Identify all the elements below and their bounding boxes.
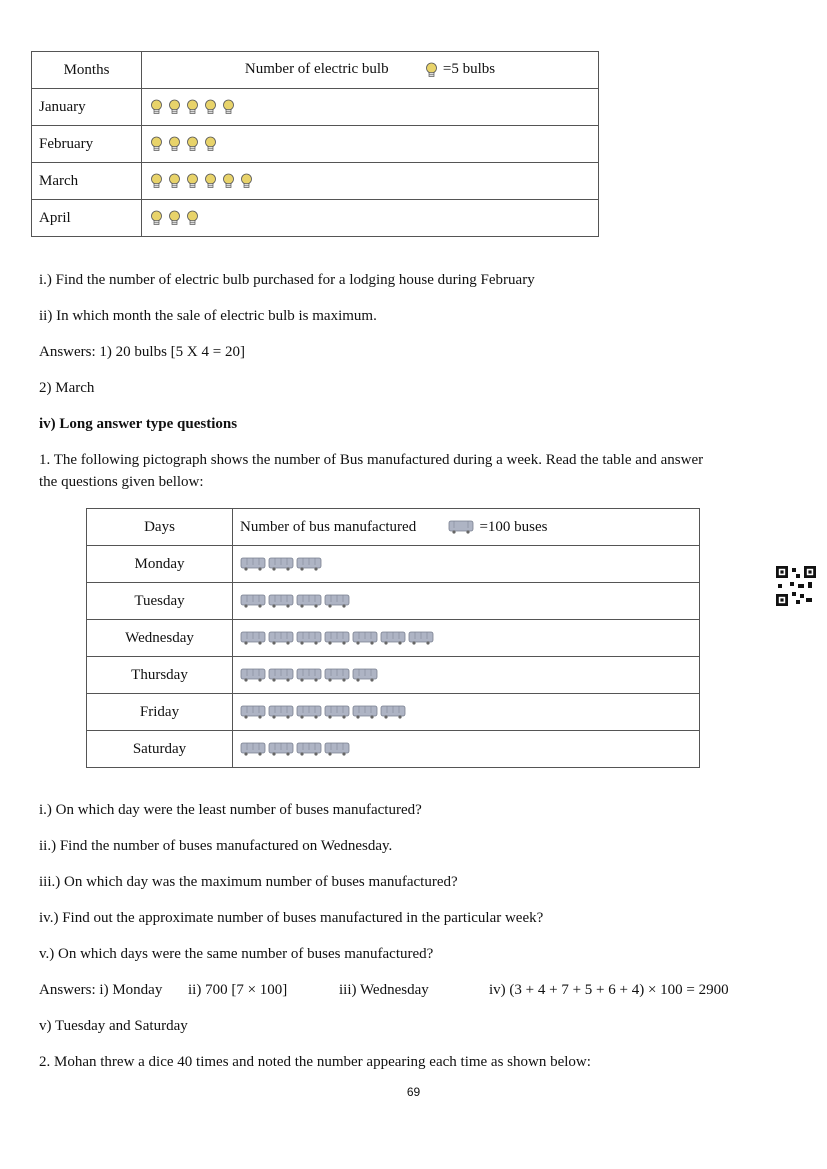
bus-table-row [87,583,700,620]
bus-icon [380,631,406,645]
bus-table-row [87,694,700,731]
bus-table-row [87,620,700,657]
bus-icon [408,631,434,645]
bus-icon [240,557,266,571]
bus-answer-2: ii) 700 [7 × 100] [188,982,288,998]
bus-icons-cell [233,694,700,731]
light-bulb-icon [185,136,200,153]
bus-icon [352,631,378,645]
bulb-question-2: ii) In which month the sale of electric bulb is maximum. [39,308,377,324]
light-bulb-icon [239,173,254,190]
day-cell: Friday [87,694,233,731]
light-bulb-icon [185,99,200,116]
bus-icon [296,705,322,719]
bus-icon [268,742,294,756]
day-cell: Wednesday [87,620,233,657]
bus-icon [296,668,322,682]
bus-key-icon [446,520,476,534]
bus-answer-4: iv) (3 + 4 + 7 + 5 + 6 + 4) × 100 = 2900 [489,982,729,998]
bus-question-2: ii.) Find the number of buses manufactured on Wednesday. [39,838,393,854]
light-bulb-icon [167,136,182,153]
bulb-header-label: Number of electric bulb [244,61,389,78]
bus-table-header-row [87,509,700,546]
bus-key-text: =100 buses [479,518,548,535]
light-bulb-icon [221,173,236,190]
light-bulb-icon [167,210,182,227]
bus-answer-5: v) Tuesday and Saturday [39,1018,188,1034]
bus-icon [296,631,322,645]
bulb-icons-cell [142,200,599,237]
bus-icon [296,742,322,756]
bus-count-header [233,509,700,546]
qr-code-icon [776,566,816,606]
months-header: Months [32,52,142,89]
light-bulb-icon [149,99,164,116]
dice-question-intro: 2. Mohan threw a dice 40 times and noted the number appearing each time as shown below: [39,1054,591,1070]
bulb-key-text: =5 bulbs [442,61,496,78]
bulb-table-row [32,126,599,163]
bulb-table-row [32,200,599,237]
bus-icon [240,668,266,682]
bus-question-5: v.) On which days were the same number of buses manufactured? [39,946,434,962]
bus-header-label: Number of bus manufactured [240,518,417,535]
days-header: Days [87,509,233,546]
bulb-answer-2: 2) March [39,380,95,396]
bus-question-1: i.) On which day were the least number of buses manufactured? [39,802,422,818]
bus-icon [240,631,266,645]
bus-icon [352,705,378,719]
bus-icon [352,668,378,682]
bus-answer-1: Answers: i) Monday [39,982,163,998]
bulb-icons-cell [142,89,599,126]
page-number: 69 [406,1085,421,1099]
bus-table-row [87,731,700,768]
month-cell: April [32,200,142,237]
bus-icons-cell [233,731,700,768]
light-bulb-icon [167,99,182,116]
day-cell: Thursday [87,657,233,694]
bulb-icons-cell [142,126,599,163]
bus-question-3: iii.) On which day was the maximum number of buses manufactured? [39,874,458,890]
light-bulb-icon [185,173,200,190]
month-cell: February [32,126,142,163]
month-cell: January [32,89,142,126]
bus-icon [324,594,350,608]
bus-icon [380,705,406,719]
bulb-table-row [32,89,599,126]
light-bulb-icon [203,99,218,116]
bulb-count-header [142,52,599,89]
light-bulb-icon [149,136,164,153]
bus-icon [324,668,350,682]
light-bulb-icon [149,210,164,227]
light-bulb-icon [221,99,236,116]
light-bulb-key-icon [424,62,439,79]
bus-intro-line-1: 1. The following pictograph shows the number of Bus manufactured during a week. Read the table and answer [39,452,704,468]
day-cell: Tuesday [87,583,233,620]
bulb-table-header-row [32,52,599,89]
bus-question-4: iv.) Find out the approximate number of buses manufactured in the particular week? [39,910,544,926]
day-cell: Monday [87,546,233,583]
bus-icon [268,594,294,608]
bus-icons-cell [233,620,700,657]
bulb-question-1: i.) Find the number of electric bulb purchased for a lodging house during February [39,272,535,288]
bus-icon [324,705,350,719]
bus-icon [324,742,350,756]
bus-icon [240,594,266,608]
light-bulb-icon [185,210,200,227]
bus-icon [268,668,294,682]
bus-icons-cell [233,583,700,620]
bus-icons-cell [233,546,700,583]
bulb-pictograph-table [31,51,599,237]
bulb-answer-1: Answers: 1) 20 bulbs [5 X 4 = 20] [39,344,245,360]
bus-table-row [87,657,700,694]
light-bulb-icon [203,136,218,153]
bus-icon [296,557,322,571]
bus-icon [296,594,322,608]
bus-icon [268,631,294,645]
light-bulb-icon [167,173,182,190]
bus-icon [268,705,294,719]
month-cell: March [32,163,142,200]
day-cell: Saturday [87,731,233,768]
bus-icon [240,742,266,756]
bus-icon [268,557,294,571]
bus-icon [324,631,350,645]
bus-table-row [87,546,700,583]
section-heading: iv) Long answer type questions [39,416,238,432]
light-bulb-icon [203,173,218,190]
bulb-table-row [32,163,599,200]
bus-answer-3: iii) Wednesday [339,982,429,998]
bulb-icons-cell [142,163,599,200]
bus-intro-line-2: the questions given bellow: [39,474,204,490]
bus-pictograph-table [86,508,700,768]
bus-icons-cell [233,657,700,694]
light-bulb-icon [149,173,164,190]
bus-icon [240,705,266,719]
